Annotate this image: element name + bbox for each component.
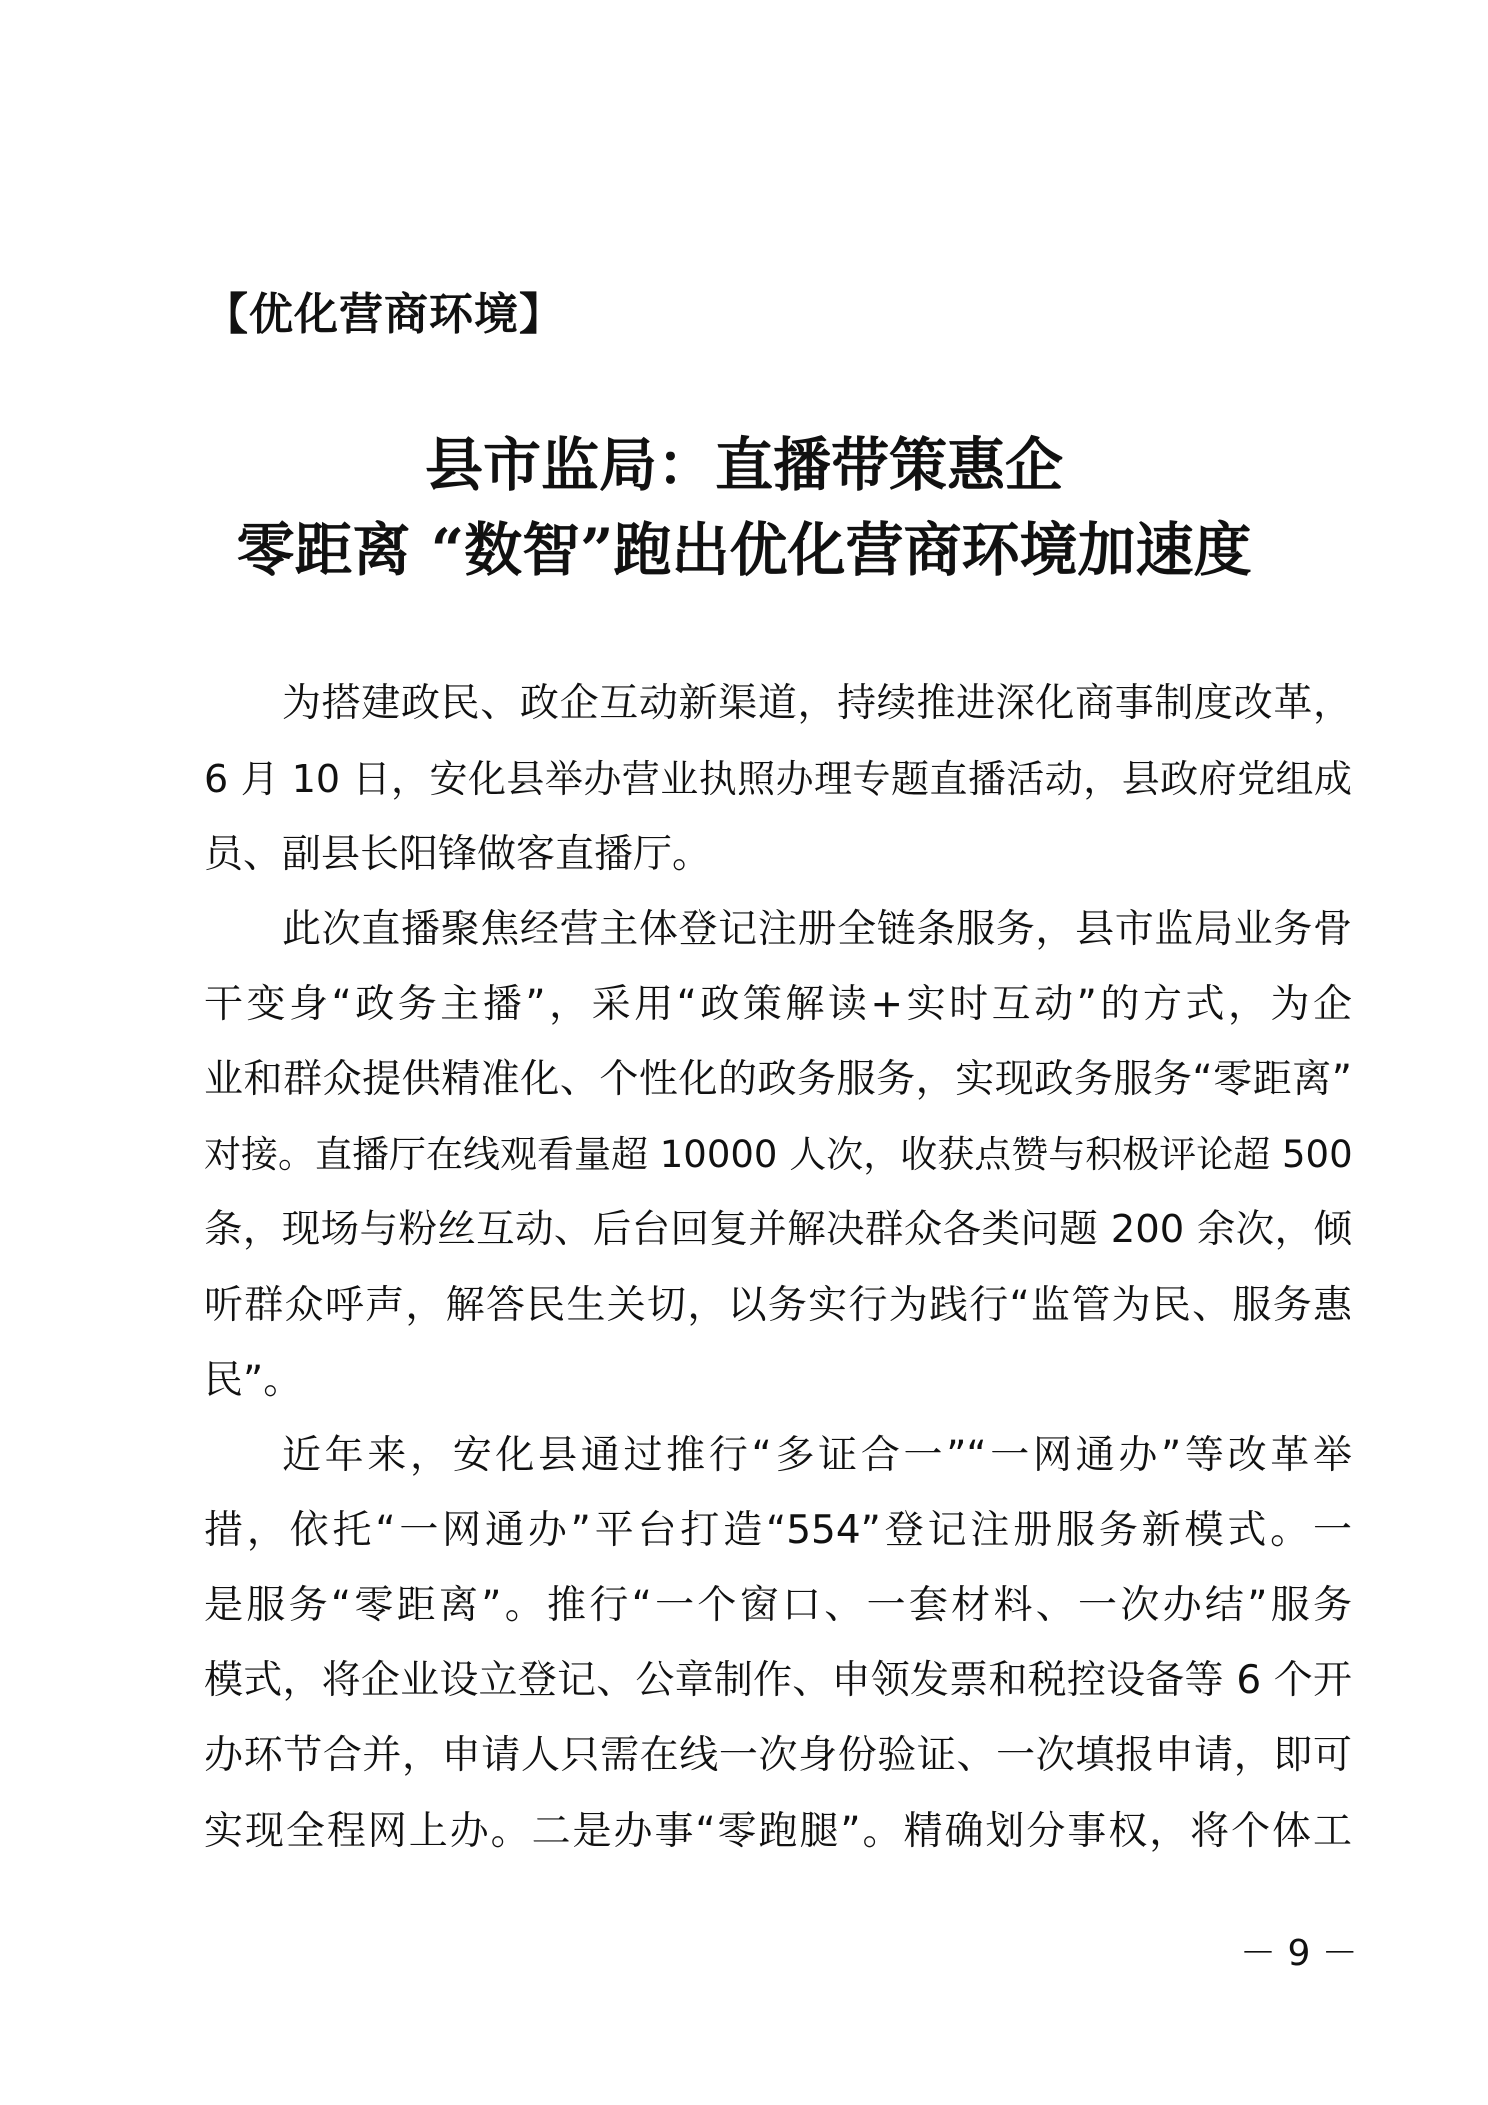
page-number: － 9 － (1240, 1933, 1358, 1974)
paragraph-3-line-4: 模式，将企业设立登记、公章制作、申领发票和税控设备等 6 个开 (204, 1658, 1352, 1703)
paragraph-3-line-5: 办环节合并，申请人只需在线一次身份验证、一次填报申请，即可 (204, 1733, 1352, 1778)
paragraph-1-line-2: 6 月 10 日，安化县举办营业执照办理专题直播活动，县政府党组成 (204, 757, 1352, 801)
paragraph-3-line-3: 是服务“零距离”。推行“一个窗口、一套材料、一次办结”服务 (204, 1583, 1352, 1628)
paragraph-1-line-3: 员、副县长阳锋做客直播厅。 (204, 832, 712, 877)
article-title-line-1: 县市监局：直播带策惠企 (424, 431, 1063, 499)
paragraph-3-line-6: 实现全程网上办。二是办事“零跑腿”。精确划分事权，将个体工 (204, 1809, 1352, 1854)
paragraph-2-line-6: 听群众呼声，解答民生关切，以务实行为践行“监管为民、服务惠 (204, 1283, 1352, 1328)
paragraph-2-line-5: 条，现场与粉丝互动、后台回复并解决群众各类问题 200 余次，倾 (204, 1207, 1352, 1252)
paragraph-1-line-1: 为搭建政民、政企互动新渠道，持续推进深化商事制度改革， (282, 681, 1352, 726)
section-tag: 【优化营商环境】 (204, 289, 564, 340)
paragraph-2-line-2: 干变身“政务主播”，采用“政策解读+实时互动”的方式，为企 (204, 982, 1352, 1027)
article-title-line-2: 零距离 “数智”跑出优化营商环境加速度 (236, 516, 1252, 584)
paragraph-3-line-2: 措，依托“一网通办”平台打造“554”登记注册服务新模式。一 (204, 1508, 1352, 1553)
paragraph-2-line-7: 民”。 (204, 1358, 303, 1403)
paragraph-2-line-4: 对接。直播厅在线观看量超 10000 人次，收获点赞与积极评论超 500 (204, 1133, 1353, 1176)
paragraph-3-line-1: 近年来，安化县通过推行“多证合一”“一网通办”等改革举 (282, 1433, 1352, 1478)
paragraph-2-line-1: 此次直播聚焦经营主体登记注册全链条服务，县市监局业务骨 (282, 907, 1352, 952)
paragraph-2-line-3: 业和群众提供精准化、个性化的政务服务，实现政务服务“零距离” (204, 1057, 1352, 1102)
